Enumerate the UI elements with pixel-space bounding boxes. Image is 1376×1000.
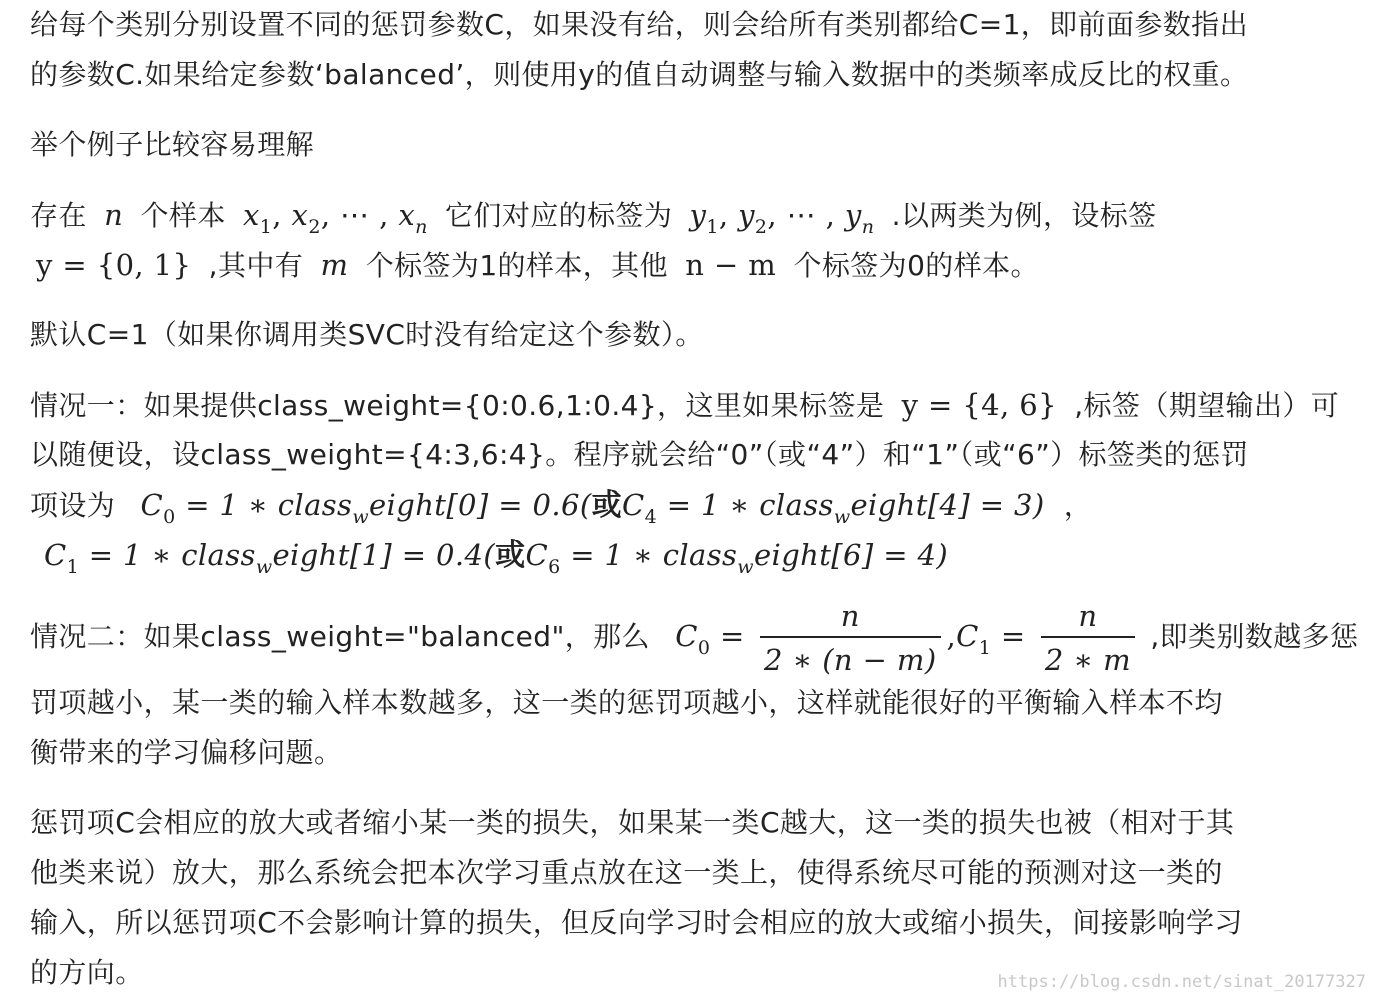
math-fraction-c1 [1041, 598, 1135, 678]
math-c1-eq: = 1 ∗ class [88, 538, 256, 572]
fraction-c1-denominator: 2 ∗ m [1044, 643, 1132, 677]
p5-line3-text-a: 项设为 [30, 489, 116, 522]
paragraph-2: 举个例子比较容易理解 [30, 128, 315, 161]
paragraph-1-line-1: 给每个类别分别设置不同的惩罚参数C，如果没有给，则会给所有类别都给C=1，即前面参数指出 [30, 8, 1248, 41]
p5-or-2: 或 [495, 538, 526, 573]
math-c4-tail: eight[4] = 3) [850, 488, 1045, 522]
p3-text-b: 个样本 [140, 199, 226, 232]
paragraph-3-line-1 [30, 190, 1346, 240]
paragraph-5-line-1 [30, 380, 1346, 430]
paragraph-7-line-3: 输入，所以惩罚项C不会影响计算的损失，但反向学习时会相应的放大或缩小损失，间接影响学习 [30, 906, 1243, 939]
paragraph-7-line-2: 他类来说）放大，那么系统会把本次学习重点放在这一类上，使得系统尽可能的预测对这一类的 [30, 856, 1223, 889]
math-y-set: y = {0, 1} [36, 248, 192, 282]
paragraph-1-line-2: 的参数C.如果给定参数‘balanced’，则使用y的值自动调整与输入数据中的类频率成反比的权重。 [30, 58, 1249, 91]
p3-text-g: 个标签为0的样本。 [793, 249, 1039, 282]
math-c6-eq: = 1 ∗ class [570, 538, 738, 572]
fraction-c0-numerator: n [760, 598, 941, 638]
fraction-c0-denominator: 2 ∗ (n − m) [764, 643, 937, 677]
math-c1-label: $,C_1$ = [946, 619, 1026, 659]
math-fraction-c0 [760, 598, 941, 678]
p6-text-b: ,即类别数越多惩 [1150, 620, 1359, 653]
math-c1-formula: $C_1 = 1$ ∗ class$_w$eight[1] = 0.4( [44, 538, 496, 578]
math-c4-eq: = 1 ∗ class [666, 488, 834, 522]
math-c6-formula: $C_6 = 1$ ∗ class$_w$eight[6] = 4) [525, 538, 949, 578]
math-y-sequence: $y_1$, $y_2$, ⋯ , $y_n$ [689, 198, 875, 238]
watermark-url: https://blog.csdn.net/sinat_20177327 [997, 972, 1366, 992]
paragraph-6-line-2: 罚项越小，某一类的输入样本数越多，这一类的惩罚项越小，这样就能很好的平衡输入样本不均 [30, 686, 1223, 719]
math-c0-formula: $C_0 = 1$ ∗ class$_w$eight[0] = 0.6( [140, 488, 592, 528]
paragraph-7-line-4: 的方向。 [30, 956, 144, 989]
p5-or-1: 或 [591, 488, 622, 523]
math-c0-label: $C_0$ = [675, 619, 745, 659]
p5-text-a: 情况一：如果提供class_weight={0:0.6,1:0.4}，这里如果标签是 [30, 389, 885, 422]
paragraph-5-line-4 [30, 530, 1346, 580]
p3-text-f: 个标签为1的样本，其他 [365, 249, 668, 282]
paragraph-6-line-1 [30, 594, 1359, 678]
p3-text-d: .以两类为例，设标签 [891, 199, 1157, 232]
paragraph-5-line-3 [30, 480, 1346, 530]
math-c4-formula: $C_4 = 1$ ∗ class$_w$eight[4] = 3) [622, 488, 1045, 528]
p6-text-a: 情况二：如果class_weight="balanced"，那么 [30, 620, 650, 653]
fraction-c1-numerator: n [1041, 598, 1135, 638]
p3-text-c: 它们对应的标签为 [445, 199, 673, 232]
paragraph-7-line-1: 惩罚项C会相应的放大或者缩小某一类的损失，如果某一类C越大，这一类的损失也被（相对于其 [30, 806, 1235, 839]
p3-text-a: 存在 [30, 199, 87, 232]
math-c6-tail: eight[6] = 4) [753, 538, 949, 572]
math-n: n [104, 198, 124, 232]
p5-line3-text-b: ， [1063, 489, 1093, 522]
math-m: m [320, 248, 349, 282]
p3-text-e: ,其中有 [208, 249, 304, 282]
paragraph-6-line-3: 衡带来的学习偏移问题。 [30, 736, 343, 769]
math-c0-eq: = 1 ∗ class [185, 488, 353, 522]
p5-text-b: ,标签（期望输出）可 [1074, 389, 1340, 422]
paragraph-4: 默认C=1（如果你调用类SVC时没有给定这个参数）。 [30, 318, 704, 351]
math-y-set-46: y = {4, 6} [901, 388, 1057, 422]
paragraph-5-line-2: 以随便设，设class_weight={4:3,6:4}。程序就会给“0”（或“4”）和“1”（或“6”）标签类的惩罚 [30, 438, 1249, 471]
math-c1-tail: eight[1] = 0.4( [272, 538, 496, 572]
math-c0-tail: eight[0] = 0.6( [369, 488, 592, 522]
article-body [30, 0, 1359, 998]
paragraph-3-line-2 [30, 240, 1346, 290]
math-n-minus-m: n − m [685, 248, 777, 282]
math-x-sequence: $x_1$, $x_2$, ⋯ , $x_n$ [243, 198, 428, 238]
